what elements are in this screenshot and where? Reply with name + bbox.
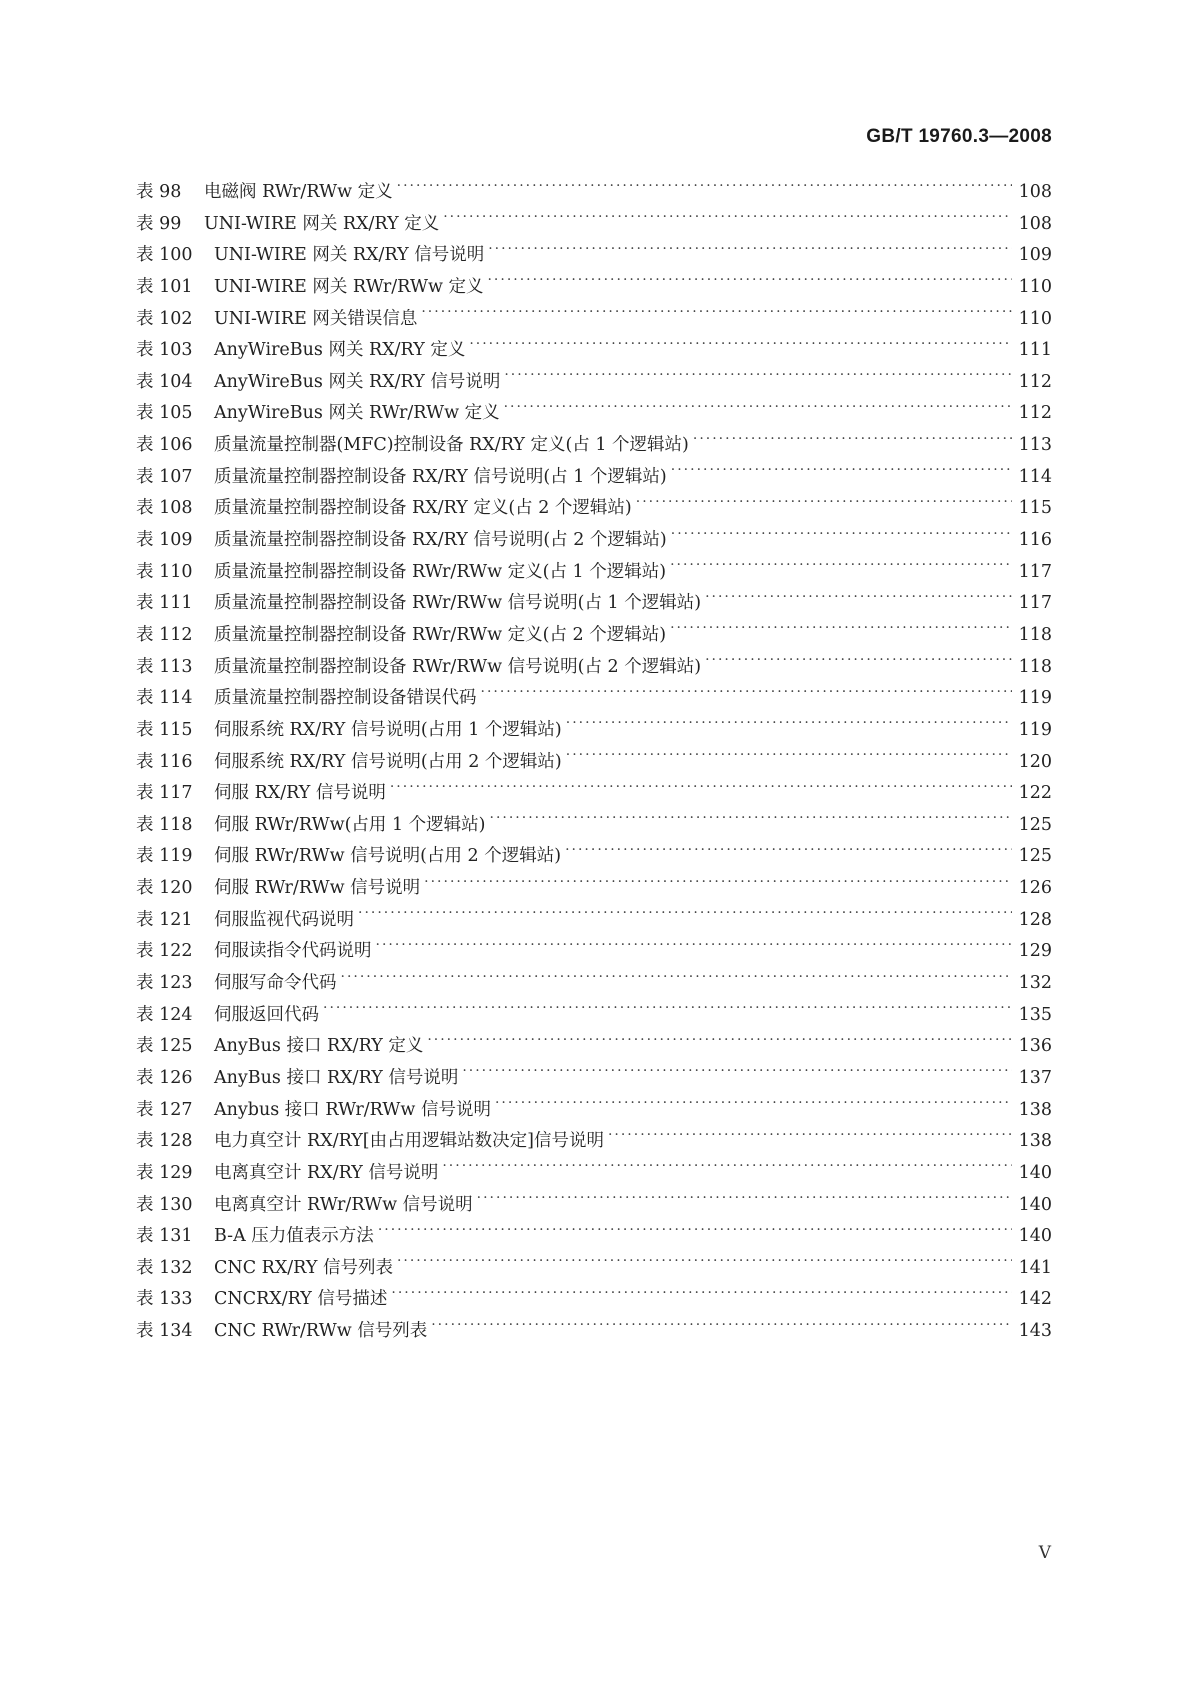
toc-entry[interactable] [136,969,1052,1001]
dot-leader [670,622,1012,640]
toc-entry-id: 表 109 [136,530,193,551]
toc-entry-title: 伺服 RWr/RWw 信号说明(占用 2 个逻辑站) [214,846,562,867]
toc-entry[interactable] [136,1285,1052,1317]
toc-entry[interactable] [136,653,1052,685]
toc-entry[interactable] [136,273,1052,305]
toc-entry[interactable] [136,779,1052,811]
toc-entry-page: 112 [1018,371,1052,392]
toc-entry[interactable] [136,336,1052,368]
toc-entry-page: 141 [1018,1257,1052,1278]
toc-entry-page: 111 [1018,340,1052,361]
toc-entry-title: 质量流量控制器控制设备 RX/RY 定义(占 2 个逻辑站) [214,498,632,519]
toc-entry-id: 表 133 [136,1289,193,1310]
toc-entry-title: UNI-WIRE 网关 RX/RY 信号说明 [214,245,485,266]
toc-entry-page: 119 [1018,688,1052,709]
toc-entry[interactable] [136,558,1052,590]
toc-entry-page: 140 [1018,1194,1052,1215]
toc-entry-page: 125 [1018,846,1052,867]
toc-entry-page: 116 [1018,530,1052,551]
dot-leader [442,1160,1012,1178]
toc-entry-title: AnyWireBus 网关 RWr/RWw 定义 [214,403,500,424]
toc-entry-id: 表 134 [136,1321,193,1342]
toc-entry-title: 伺服监视代码说明 [214,909,354,930]
dot-leader [504,401,1012,419]
toc-entry-id: 表 100 [136,245,193,266]
dot-leader [378,1224,1012,1242]
toc-entry-id: 表 101 [136,276,193,297]
toc-entry[interactable] [136,716,1052,748]
dot-leader [566,749,1012,767]
toc-entry-id: 表 132 [136,1257,193,1278]
dot-leader [495,1097,1012,1115]
toc-entry-title: UNI-WIRE 网关 RX/RY 定义 [204,213,440,234]
toc-entry-title: 电磁阀 RWr/RWw 定义 [204,182,393,202]
dot-leader [693,433,1012,451]
toc-entry-page: 110 [1018,308,1052,329]
dot-leader [469,338,1012,356]
toc-entry[interactable] [136,494,1052,526]
toc-entry[interactable] [136,1001,1052,1033]
toc-entry-id: 表 104 [136,371,193,392]
toc-entry-title: B-A 压力值表示方法 [214,1226,374,1247]
toc-entry[interactable] [136,906,1052,938]
toc-entry[interactable] [136,748,1052,780]
toc-entry-id: 表 98 [136,182,182,202]
dot-leader [487,274,1012,292]
toc-entry-id: 表 120 [136,878,193,899]
toc-entry-title: 伺服系统 RX/RY 信号说明(占用 2 个逻辑站) [214,751,562,772]
toc-entry-title: 伺服返回代码 [214,1004,319,1025]
toc-entry[interactable] [136,1222,1052,1254]
toc-entry-page: 109 [1018,245,1052,266]
toc-entry-id: 表 125 [136,1036,193,1057]
toc-entry[interactable] [136,1254,1052,1286]
toc-entry[interactable] [136,1064,1052,1096]
toc-entry[interactable] [136,937,1052,969]
toc-entry-page: 119 [1018,719,1052,740]
toc-entry-page: 108 [1018,182,1052,202]
toc-entry-id: 表 107 [136,466,193,487]
dot-leader [566,717,1012,735]
toc-entry[interactable] [136,874,1052,906]
toc-entry-id: 表 121 [136,909,193,930]
toc-entry-page: 142 [1018,1289,1052,1310]
toc-entry-title: 伺服系统 RX/RY 信号说明(占用 1 个逻辑站) [214,719,562,740]
toc-entry-page: 108 [1018,213,1052,234]
dot-leader [390,781,1012,799]
toc-entry-id: 表 114 [136,688,193,709]
toc-entry-page: 117 [1018,593,1052,614]
dot-leader [341,971,1013,989]
toc-entry[interactable] [136,431,1052,463]
toc-entry-page: 138 [1018,1099,1052,1120]
toc-entry[interactable] [136,842,1052,874]
dot-leader [477,1192,1012,1210]
toc-entry-page: 140 [1018,1162,1052,1183]
toc-entry-title: AnyBus 接口 RX/RY 信号说明 [214,1067,459,1088]
toc-entry-title: 质量流量控制器控制设备错误代码 [214,688,477,709]
toc-entry-title: 质量流量控制器控制设备 RWr/RWw 信号说明(占 2 个逻辑站) [214,656,702,677]
dot-leader [705,591,1012,609]
toc-entry-page: 137 [1018,1067,1052,1088]
toc-entry[interactable] [136,305,1052,337]
dot-leader [481,686,1013,704]
toc-entry-page: 129 [1018,941,1052,962]
dot-leader [490,812,1013,830]
toc-entry[interactable] [136,1032,1052,1064]
toc-entry-id: 表 105 [136,403,193,424]
toc-entry-page: 113 [1018,435,1052,456]
toc-entry-id: 表 124 [136,1004,193,1025]
toc-entry-id: 表 131 [136,1226,193,1247]
toc-entry-page: 138 [1018,1131,1052,1152]
toc-entry-page: 132 [1018,973,1052,994]
toc-entry-title: Anybus 接口 RWr/RWw 信号说明 [214,1099,491,1120]
toc-entry-title: 质量流量控制器控制设备 RX/RY 信号说明(占 1 个逻辑站) [214,466,667,487]
dot-leader [462,1065,1012,1083]
toc-entry-id: 表 102 [136,308,193,329]
toc-entry[interactable] [136,526,1052,558]
toc-entry-title: AnyWireBus 网关 RX/RY 定义 [214,340,466,361]
toc-entry-title: CNCRX/RY 信号描述 [214,1289,388,1310]
standard-code: GB/T 19760.3—2008 [866,126,1052,147]
toc-entry-page: 135 [1018,1004,1052,1025]
toc-entry-id: 表 126 [136,1067,193,1088]
dot-leader [504,369,1012,387]
toc-entry-page: 136 [1018,1036,1052,1057]
toc-entry-page: 125 [1018,814,1052,835]
toc-entry-page: 143 [1018,1321,1052,1342]
toc-entry-id: 表 117 [136,783,193,804]
toc-entry[interactable] [136,241,1052,273]
dot-leader [431,1319,1012,1337]
dot-leader [671,528,1012,546]
toc-entry-title: CNC RX/RY 信号列表 [214,1257,393,1278]
toc-entry-id: 表 111 [136,593,193,614]
toc-entry-title: CNC RWr/RWw 信号列表 [214,1321,428,1342]
toc-entry-id: 表 110 [136,561,193,582]
dot-leader [670,559,1012,577]
page-number: V [1038,1543,1051,1563]
toc-entry-id: 表 113 [136,656,193,677]
dot-leader [358,907,1012,925]
dot-leader [671,464,1012,482]
toc-entry-id: 表 130 [136,1194,193,1215]
toc-entry-id: 表 112 [136,624,193,645]
toc-entry-id: 表 118 [136,814,193,835]
toc-entry-title: AnyBus 接口 RX/RY 定义 [214,1036,424,1057]
toc-entry-title: 质量流量控制器控制设备 RWr/RWw 信号说明(占 1 个逻辑站) [214,593,702,614]
toc-entry-title: 伺服 RWr/RWw 信号说明 [214,878,421,899]
toc-entry-title: 伺服读指令代码说明 [214,941,372,962]
toc-entry[interactable] [136,1317,1052,1349]
toc-entry-id: 表 123 [136,973,193,994]
toc-entry-page: 120 [1018,751,1052,772]
toc-entry[interactable] [136,684,1052,716]
toc-entry[interactable] [136,210,1052,242]
toc-entry[interactable] [136,1159,1052,1191]
toc-entry-page: 115 [1018,498,1052,519]
toc-entry[interactable] [136,589,1052,621]
toc-entry[interactable] [136,811,1052,843]
toc-entry-title: UNI-WIRE 网关错误信息 [214,308,418,329]
table-of-contents [136,178,1052,1349]
toc-entry-title: 质量流量控制器控制设备 RWr/RWw 定义(占 1 个逻辑站) [214,561,667,582]
dot-leader [397,1255,1012,1273]
toc-entry-id: 表 116 [136,751,193,772]
dot-leader [488,243,1012,261]
toc-entry-page: 118 [1018,624,1052,645]
toc-entry-id: 表 119 [136,846,193,867]
toc-entry-page: 114 [1018,466,1052,487]
toc-entry[interactable] [136,1127,1052,1159]
toc-entry-title: UNI-WIRE 网关 RWr/RWw 定义 [214,276,484,297]
toc-entry-page: 118 [1018,656,1052,677]
toc-entry-id: 表 129 [136,1162,193,1183]
toc-entry-page: 112 [1018,403,1052,424]
dot-leader [391,1287,1012,1305]
toc-entry-id: 表 128 [136,1131,193,1152]
toc-entry-title: 电离真空计 RWr/RWw 信号说明 [214,1194,473,1215]
toc-entry-page: 117 [1018,561,1052,582]
toc-entry-id: 表 103 [136,340,193,361]
toc-entry-id: 表 108 [136,498,193,519]
toc-entry[interactable] [136,1096,1052,1128]
toc-entry[interactable] [136,1191,1052,1223]
dot-leader [705,654,1012,672]
dot-leader [636,496,1012,514]
toc-entry-id: 表 99 [136,213,182,234]
toc-entry-page: 126 [1018,878,1052,899]
toc-entry-title: 伺服写命令代码 [214,973,337,994]
toc-entry-page: 140 [1018,1226,1052,1247]
dot-leader [424,876,1012,894]
toc-entry[interactable] [136,399,1052,431]
toc-entry-title: 电力真空计 RX/RY[由占用逻辑站数决定]信号说明 [214,1131,604,1152]
dot-leader [608,1129,1012,1147]
toc-entry[interactable] [136,368,1052,400]
toc-entry-id: 表 122 [136,941,193,962]
dot-leader [421,306,1012,324]
dot-leader [376,939,1013,957]
toc-entry-title: 伺服 RWr/RWw(占用 1 个逻辑站) [214,814,486,835]
toc-entry-title: 质量流量控制器控制设备 RX/RY 信号说明(占 2 个逻辑站) [214,530,667,551]
toc-entry[interactable] [136,463,1052,495]
dot-leader [443,211,1012,229]
toc-entry-title: AnyWireBus 网关 RX/RY 信号说明 [214,371,501,392]
toc-entry-title: 质量流量控制器(MFC)控制设备 RX/RY 定义(占 1 个逻辑站) [214,435,689,456]
toc-entry-title: 电离真空计 RX/RY 信号说明 [214,1162,439,1183]
toc-entry-id: 表 127 [136,1099,193,1120]
toc-entry-title: 质量流量控制器控制设备 RWr/RWw 定义(占 2 个逻辑站) [214,624,667,645]
toc-entry-id: 表 115 [136,719,193,740]
dot-leader [427,1034,1012,1052]
toc-entry-page: 110 [1018,276,1052,297]
toc-entry[interactable] [136,178,1052,210]
toc-entry-title: 伺服 RX/RY 信号说明 [214,783,386,804]
dot-leader [565,844,1012,862]
toc-entry-page: 128 [1018,909,1052,930]
toc-entry[interactable] [136,621,1052,653]
dot-leader [397,180,1012,198]
toc-entry-id: 表 106 [136,435,193,456]
dot-leader [323,1002,1012,1020]
toc-entry-page: 122 [1018,783,1052,804]
